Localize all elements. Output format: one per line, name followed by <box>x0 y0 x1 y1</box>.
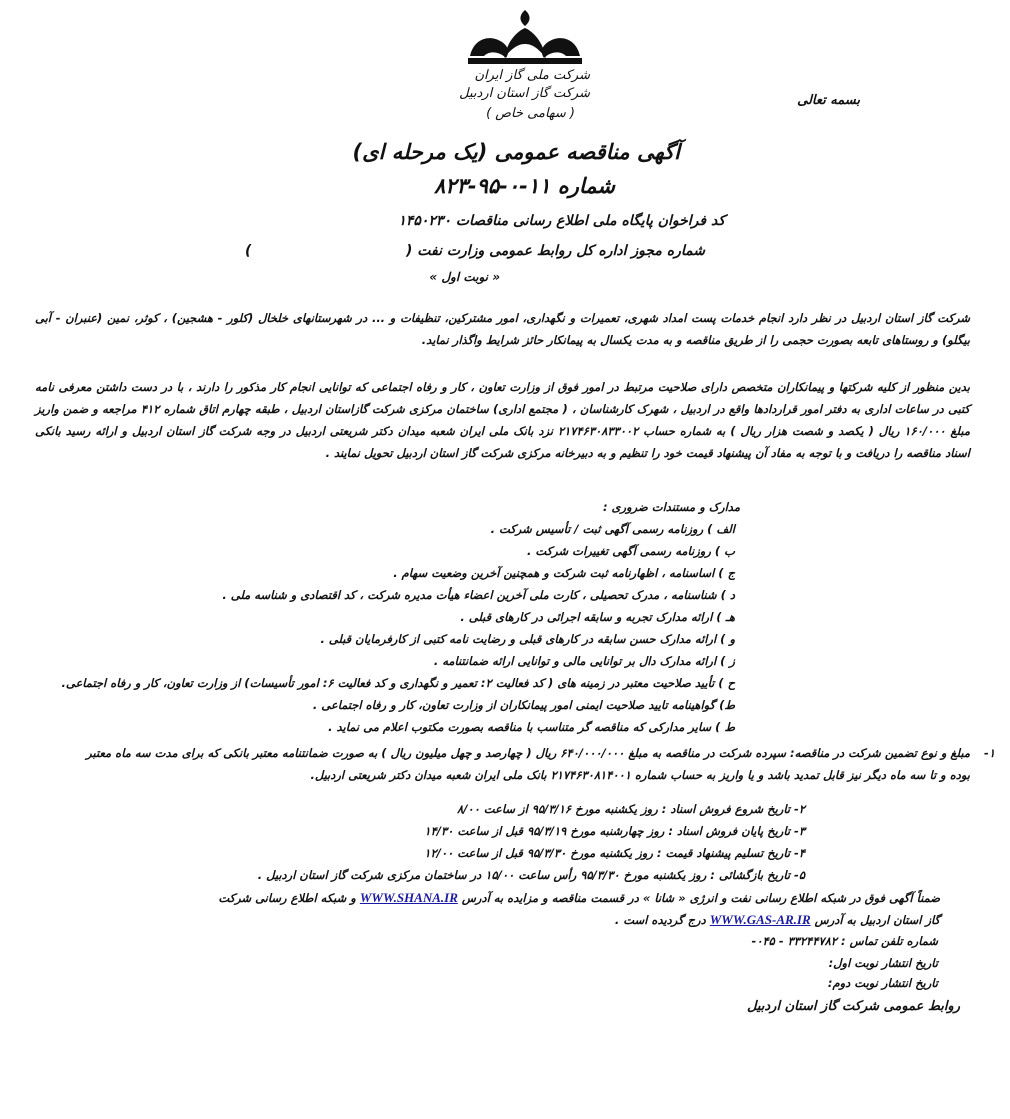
logo-line-3: ( سهامی خاص ) <box>486 106 575 121</box>
document-item: ط) گواهینامه تایید صلاحیت ایمنی امور پیمانکاران از وزارت تعاون، کار و رفاه اجتماعی . <box>312 698 735 712</box>
gas-note-tail: درج گردیده است . <box>614 913 706 927</box>
document-item: ط ) سایر مدارکی که مناقصه گر متناسب با مناقصه بصورت مکتوب اعلام می نماید . <box>328 720 735 734</box>
shana-link[interactable]: WWW.SHANA.IR <box>359 890 458 905</box>
guarantee-text: مبلغ و نوع تضمین شرکت در مناقصه: سپرده شرکت در مناقصه به مبلغ ۶۴۰/۰۰۰/۰۰۰ ریال ( چهارصد و چهل میلیون ریال ) به صورت ضمانتنامه معتبر بانکی که برای مدت سه ماه معتبر بوده و تا سه ماه دیگر نیز قابل تمدید باشد و یا واریز به حساب شماره ۲۱۷۴۶۳۰۸۱۴۰۰۱ بانک ملی ایران شعبه میدان دکتر شریعتی اردبیل. <box>86 746 970 782</box>
bismillah-heading: بسمه تعالی <box>797 93 860 108</box>
date-item: ۳- تاریخ پایان فروش اسناد : روز چهارشنبه مورخ ۹۵/۳/۱۹ قبل از ساعت ۱۴/۳۰ <box>424 824 805 838</box>
logo-line-2: شرکت گاز استان اردبیل <box>459 86 590 101</box>
logo-line-1: شرکت ملی گاز ایران <box>474 68 590 83</box>
gas-note <box>615 912 940 928</box>
gas-note-text: گاز استان اردبیل به آدرس <box>814 913 940 927</box>
permit-number <box>245 243 705 259</box>
publish-date-2: تاریخ انتشار نوبت دوم: <box>827 976 938 990</box>
document-item: ز ) ارائه مدارک دال بر توانایی مالی و توانایی ارائه ضمانتنامه . <box>433 654 735 668</box>
permit-label: شماره مجوز اداره کل روابط عمومی وزارت نفت ( <box>405 243 705 259</box>
notice-number: شماره ۱۱-۰-۹۵-۸۲۳ <box>434 174 615 198</box>
document-item: د ) شناسنامه ، مدرک تحصیلی ، کارت ملی آخرین اعضاء هیأت مدیره شرکت ، کد اقتصادی و شناسه ملی . <box>222 588 735 602</box>
shana-note <box>218 890 940 906</box>
document-item: ح ) تأیید صلاحیت معتبر در زمینه های ( کد فعالیت ۲: تعمیر و نگهداری و کد فعالیت ۶: امور تأسیسات) از وزارت تعاون، کار و رفاه اجتماعی. <box>61 676 735 690</box>
documents-title: مدارک و مستندات ضروری : <box>602 500 740 514</box>
permit-close-paren: ) <box>245 243 252 259</box>
document-item: ج ) اساسنامه ، اظهارنامه ثبت شرکت و همچنین آخرین وضعیت سهام . <box>393 566 735 580</box>
instructions-paragraph: بدین منظور از کلیه شرکتها و پیمانکاران متخصص دارای صلاحیت مرتبط در امور فوق از وزارت تعاون ، کار و رفاه اجتماعی که توانایی انجام کار مذکور را دارند ، با در دست داشتن معرفی نامه کتبی در ساعات اداری به دفتر امور قراردادها واقع در اردبیل ، شهرک کارشناسان ، ( مجتمع اداری) ساختمان مرکزی شرکت گازاستان اردبیل ، طبقه چهارم اتاق شماره ۴۱۲ مراجعه و ضمن واریز مبلغ ۱۶۰/۰۰۰ ریال ( یکصد و شصت هزار ریال ) به شماره حساب ۲۱۷۴۶۳۰۸۳۳۰۰۲ نزد بانک ملی ایران شعبه میدان دکتر شریعتی اردبیل در وجه شرکت گاز استان اردبیل و ارائه رسید بانکی اسناد مناقصه را دریافت و با توجه به مفاد آن پیشنهاد قیمت خود را تنظیم و به دبیرخانه مرکزی شرکت گاز استان اردبیل تحویل نمایند . <box>35 380 970 460</box>
signature: روابط عمومی شرکت گاز استان اردبیل <box>747 999 960 1014</box>
intro-paragraph: شرکت گاز استان اردبیل در نظر دارد انجام خدمات پست امداد شهری، تعمیرات و نگهداری، امور مشترکین، تنظیفات و ... در شهرستانهای خلخال (کلور - هشجین) ، کوثر، نمین (عنبران - آبی بیگلو) و روستاهای تابعه بصورت حجمی را از طریق مناقصه و به مدت یکسال به پیمانکار حائز شرایط واگذار نماید. <box>35 311 970 347</box>
notice-title: آگهی مناقصه عمومی (یک مرحله ای) <box>352 140 680 164</box>
portal-code: کد فراخوان پایگاه ملی اطلاع رسانی مناقصات ۱۴۵۰۲۳۰ <box>398 213 725 229</box>
guarantee-item <box>70 742 995 786</box>
gas-link[interactable]: WWW.GAS-AR.IR <box>709 912 811 927</box>
round-label: « نوبت اول » <box>429 270 500 284</box>
phone-number: شماره تلفن تماس : ۳۳۲۴۴۷۸۲ - ۰۴۵- <box>751 934 938 948</box>
item-number: ۱- <box>984 746 995 760</box>
flame-logo-icon <box>460 8 590 70</box>
date-item: ۵- تاریخ بازگشائی : روز یکشنبه مورخ ۹۵/۳/۳۰ رأس ساعت ۱۵/۰۰ در ساختمان مرکزی شرکت گاز استان اردبیل . <box>257 868 805 882</box>
document-item: و ) ارائه مدارک حسن سابقه در کارهای قبلی و رضایت نامه کتبی از کارفرمایان قبلی . <box>320 632 735 646</box>
company-logo <box>420 8 630 128</box>
date-item: ۴- تاریخ تسلیم پیشنهاد قیمت : روز یکشنبه مورخ ۹۵/۳/۳۰ قبل از ساعت ۱۲/۰۰ <box>424 846 805 860</box>
shana-note-text: ضمناً آگهی فوق در شبکه اطلاع رسانی نفت و انرژی « شانا » در قسمت مناقصه و مزایده به آدرس <box>461 891 940 905</box>
publish-date-1: تاریخ انتشار نوبت اول: <box>828 956 938 970</box>
shana-note-tail: و شبکه اطلاع رسانی شرکت <box>218 891 356 905</box>
document-item: ب ) روزنامه رسمی آگهی تغییرات شرکت . <box>527 544 735 558</box>
document-item: هـ ) ارائه مدارک تجربه و سابقه اجرائی در کارهای قبلی . <box>460 610 735 624</box>
document-item: الف ) روزنامه رسمی آگهی ثبت / تأسیس شرکت . <box>490 522 735 536</box>
date-item: ۲- تاریخ شروع فروش اسناد : روز یکشنبه مورخ ۹۵/۳/۱۶ از ساعت ۸/۰۰ <box>457 802 805 816</box>
